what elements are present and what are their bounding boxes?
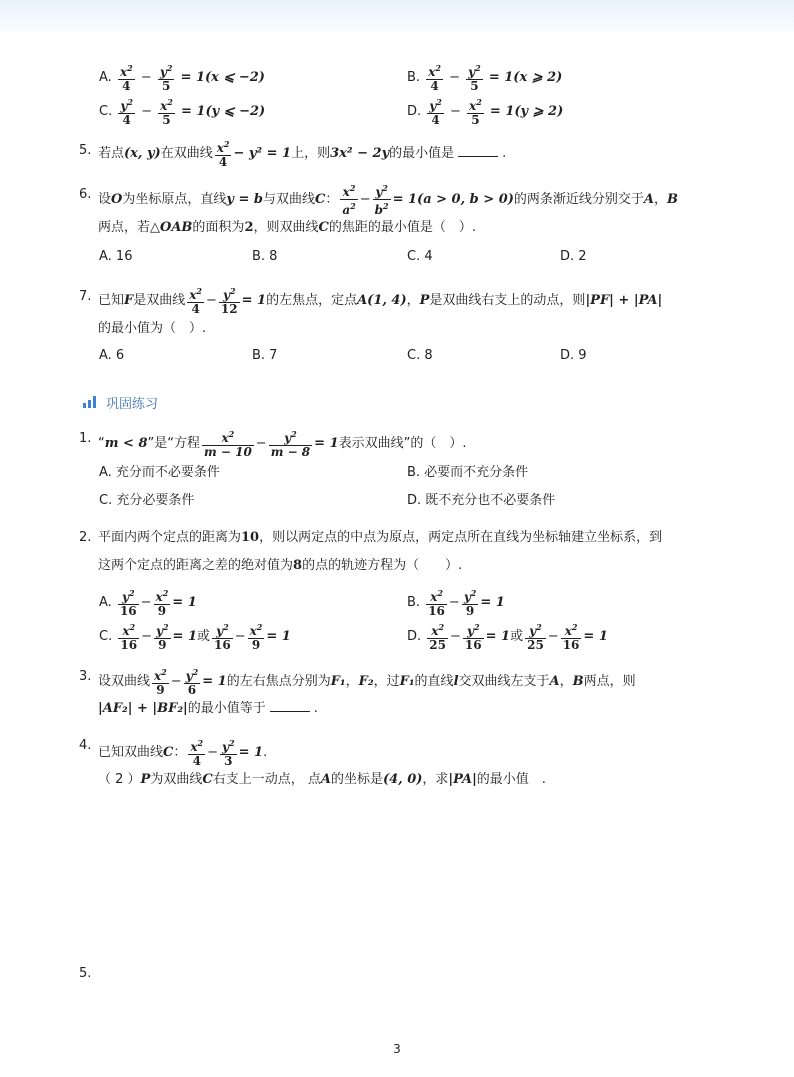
option-b: B. $\frac{x^2}{4}$ − $\frac{y^2}{5}$ = 1(x ⩾ 2) <box>407 63 563 93</box>
option-b: B. $\frac{x^2}{16}$ − $\frac{y^2}{9}$ = 1 <box>407 588 505 618</box>
option-a: A. 6 <box>99 348 125 363</box>
option-a: A. 16 <box>99 249 133 264</box>
option-b: B. 必要而不充分条件 <box>407 465 529 480</box>
question-number: 1. <box>79 431 92 446</box>
question-number: 3. <box>79 669 92 684</box>
option-a: A. $\frac{x^2}{4}$ − $\frac{y^2}{5}$ = 1(x ⩽ −2) <box>99 63 265 93</box>
practice-4-line2: （ 2 ）P为双曲线C右支上一动点， 点A的坐标是(4, 0)，求|PA|的最小值 . <box>98 772 546 787</box>
option-d: D. $\frac{y^2}{4}$ − $\frac{x^2}{5}$ = 1(y ⩾ 2) <box>407 97 564 127</box>
question-number: 4. <box>79 738 92 753</box>
option-d: D. 2 <box>560 249 587 264</box>
question-7-line1: 已知F是双曲线 $\frac{x^2}{4}$ − $\frac{y^2}{12}$ = 1的左焦点，定点A(1, 4)，P是双曲线右支上的动点，则|PF| + |PA| <box>98 286 663 316</box>
question-number: 6. <box>79 187 92 202</box>
option-b: B. 7 <box>252 348 278 363</box>
option-c: C. 8 <box>407 348 433 363</box>
practice-2-line1: 平面内两个定点的距离为10，则以两定点的中点为原点，两定点所在直线为坐标轴建立坐标系，到 <box>98 530 663 545</box>
option-b: B. 8 <box>252 249 278 264</box>
practice-3-line1: 设双曲线 $\frac{x^2}{9}$ − $\frac{y^2}{6}$ = 1的左右焦点分别为F₁，F₂，过F₁的直线l交双曲线左支于A，B两点，则 <box>98 667 636 697</box>
option-c: C. $\frac{x^2}{16}$ − $\frac{y^2}{9}$ = 1或 $\frac{y^2}{16}$ − $\frac{x^2}{9}$ = 1 <box>99 622 291 652</box>
option-c: C. $\frac{y^2}{4}$ − $\frac{x^2}{5}$ = 1(y ⩽ −2) <box>99 97 266 127</box>
option-a: A. 充分而不必要条件 <box>99 465 220 480</box>
page-number: 3 <box>393 1042 401 1056</box>
header-band <box>0 0 794 38</box>
question-7-line2: 的最小值为（ ）. <box>98 321 207 336</box>
practice-4-line1: 已知双曲线C： $\frac{x^2}{4}$ − $\frac{y^2}{3}$ = 1. <box>98 738 268 768</box>
section-header <box>83 393 158 411</box>
option-c: C. 4 <box>407 249 433 264</box>
question-6-line1: 设O为坐标原点，直线y = b与双曲线C： $\frac{x^2}{a^2}$ − $\frac{y^2}{b^2}$ = 1(a > 0, b > 0)的两条渐近线分别交于A，B <box>98 183 679 217</box>
bar-chart-icon <box>83 396 98 408</box>
question-number: 2. <box>79 530 92 545</box>
practice-1: “m < 8”是“方程 $\frac{x^2}{m - 10}$ − $\frac{y^2}{m - 8}$ = 1表示双曲线”的（ ）. <box>98 429 467 459</box>
option-d: D. 既不充分也不必要条件 <box>407 493 556 508</box>
option-a: A. $\frac{y^2}{16}$ − $\frac{x^2}{9}$ = 1 <box>99 588 197 618</box>
question-number: 7. <box>79 289 92 304</box>
question-number: 5. <box>79 143 92 158</box>
question-number: 5. <box>79 966 92 981</box>
section-title: 巩固练习 <box>106 396 159 412</box>
answer-blank[interactable] <box>270 699 310 712</box>
option-d: D. 9 <box>560 348 587 363</box>
practice-3-line2: |AF₂| + |BF₂|的最小值等于 . <box>98 701 318 716</box>
option-c: C. 充分必要条件 <box>99 493 195 508</box>
option-d: D. $\frac{x^2}{25}$ − $\frac{y^2}{16}$ = 1或 $\frac{y^2}{25}$ − $\frac{x^2}{16}$ = 1 <box>407 622 608 652</box>
practice-2-line2: 这两个定点的距离之差的绝对值为8的点的轨迹方程为（ ）. <box>98 558 463 573</box>
question-6-line2: 两点，若△OAB的面积为2，则双曲线C的焦距的最小值是（ ）. <box>98 220 476 235</box>
answer-blank[interactable] <box>458 144 498 157</box>
question-5: 若点(x, y)在双曲线 $\frac{x^2}{4}$ − y² = 1上，则3x² − 2y的最小值是 . <box>98 139 507 169</box>
